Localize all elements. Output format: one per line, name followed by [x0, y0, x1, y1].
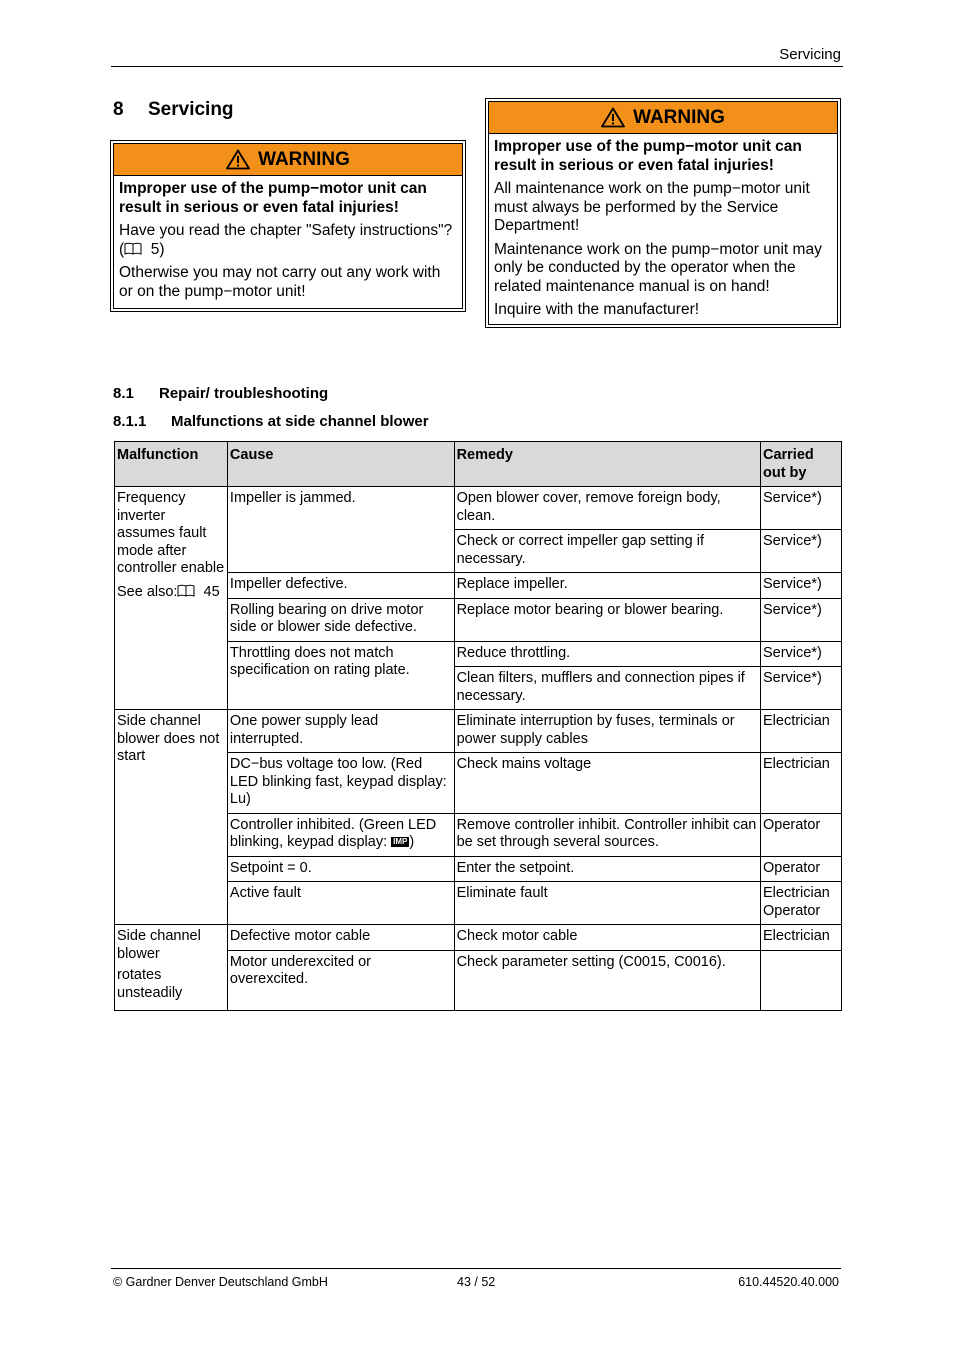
- remedy-cell: Enter the setpoint.: [454, 856, 760, 882]
- warning-bold-text: Improper use of the pump−motor unit can result in serious or even fatal injuries!: [494, 138, 802, 174]
- subsection-heading: [113, 385, 328, 402]
- warning-box-right: [485, 98, 841, 328]
- warning-paragraph: All maintenance work on the pump−motor unit must always be performed by the Service Department!: [494, 180, 810, 234]
- col-header-carried-out-by: Carried out by: [760, 442, 841, 487]
- remedy-cell: Clean filters, mufflers and connection pipes if necessary.: [454, 667, 760, 710]
- table-row: [115, 710, 842, 753]
- warning-paragraph: Maintenance work on the pump−motor unit may only be conducted by the operator when the related maintenance manual is on hand!: [494, 240, 822, 295]
- remedy-cell: Eliminate fault: [454, 882, 760, 925]
- warning-label: WARNING: [633, 106, 725, 128]
- cause-cell: One power supply lead interrupted.: [227, 710, 454, 753]
- remedy-cell: Check parameter setting (C0015, C0016).: [454, 950, 760, 1010]
- book-icon: [177, 584, 195, 597]
- cause-cell: Impeller is jammed.: [227, 487, 454, 573]
- carried-out-by-cell: Service*): [760, 667, 841, 710]
- subsubsection-heading: [113, 413, 429, 430]
- col-header-malfunction: Malfunction: [115, 442, 228, 487]
- warning-header: [114, 144, 462, 176]
- cause-cell: DC−bus voltage too low. (Red LED blinking fast, keypad display: Lu): [227, 753, 454, 814]
- subsection-number: 8.1: [113, 385, 134, 402]
- carried-out-by-cell: Service*): [760, 598, 841, 641]
- table-header-row: [115, 442, 842, 487]
- carried-out-by-cell: Electrician: [760, 753, 841, 814]
- remedy-cell: Open blower cover, remove foreign body, clean.: [454, 487, 760, 530]
- carried-out-by-cell: Service*): [760, 487, 841, 530]
- remedy-cell: Remove controller inhibit. Controller inhibit can be set through several sources.: [454, 813, 760, 856]
- cause-cell: Active fault: [227, 882, 454, 925]
- table-row: [115, 487, 842, 530]
- section-title-text: Servicing: [148, 99, 234, 120]
- remedy-cell: Reduce throttling.: [454, 641, 760, 667]
- footer-rule: [111, 1268, 841, 1269]
- remedy-cell: Check motor cable: [454, 925, 760, 951]
- malfunction-cell: [115, 925, 228, 1011]
- page-ref: 5): [150, 240, 165, 258]
- col-header-cause: Cause: [227, 442, 454, 487]
- see-also-label: See also:: [117, 583, 178, 600]
- carried-out-by-cell: Service*): [760, 530, 841, 573]
- remedy-cell: Check or correct impeller gap setting if necessary.: [454, 530, 760, 573]
- cause-cell: Rolling bearing on drive motor side or blower side defective.: [227, 598, 454, 641]
- header-rule: [111, 66, 843, 67]
- cause-cell: Impeller defective.: [227, 573, 454, 599]
- subsubsection-title: Malfunctions at side channel blower: [171, 413, 429, 430]
- malfunction-text: Frequency inverter assumes fault mode after controller enable: [117, 490, 225, 576]
- imp-display-icon: IMP: [393, 837, 408, 846]
- page-ref: 45: [203, 583, 220, 600]
- col-header-remedy: Remedy: [454, 442, 760, 487]
- cause-text: Controller inhibited. (Green LED blinking, keypad display:: [229, 816, 437, 850]
- carried-out-by-cell: Electrician: [760, 710, 841, 753]
- warning-triangle-icon: [601, 107, 625, 128]
- warning-paragraph: Otherwise you may not carry out any work with or on the pump−motor unit!: [119, 264, 441, 300]
- warning-paragraph-text: Have you read the chapter "Safety instructions"? (: [119, 222, 453, 258]
- remedy-cell: Replace motor bearing or blower bearing.: [454, 598, 760, 641]
- warning-box-left: [110, 140, 466, 312]
- warning-header: [489, 102, 837, 134]
- malfunction-text: Side channel blower: [117, 928, 201, 962]
- cause-text-end: ): [409, 834, 415, 850]
- warning-bold-text: Improper use of the pump−motor unit can result in serious or even fatal injuries!: [119, 180, 427, 216]
- book-icon: [124, 242, 142, 255]
- warning-paragraph: [119, 222, 457, 259]
- cause-cell: [227, 813, 454, 856]
- remedy-cell: Check mains voltage: [454, 753, 760, 814]
- carried-out-by-cell: Operator: [760, 856, 841, 882]
- malfunction-table: [114, 441, 842, 1011]
- carried-out-by-cell: Operator: [760, 813, 841, 856]
- remedy-cell: Eliminate interruption by fuses, terminals or power supply cables: [454, 710, 760, 753]
- cause-cell: Defective motor cable: [227, 925, 454, 951]
- section-number: 8: [113, 99, 124, 120]
- carried-out-by-cell: Electrician Operator: [760, 882, 841, 925]
- warning-triangle-icon: [226, 149, 250, 170]
- cause-cell: Setpoint = 0.: [227, 856, 454, 882]
- malfunction-cell: Side channel blower does not start: [115, 710, 228, 925]
- running-header: Servicing: [779, 46, 841, 63]
- remedy-cell: Replace impeller.: [454, 573, 760, 599]
- subsubsection-number: 8.1.1: [113, 413, 147, 430]
- section-title: [113, 99, 234, 121]
- see-also: [117, 584, 225, 602]
- malfunction-cell: [115, 487, 228, 710]
- cause-cell: Motor underexcited or overexcited.: [227, 950, 454, 1010]
- carried-out-by-cell: Electrician: [760, 925, 841, 951]
- footer-copyright: © Gardner Denver Deutschland GmbH: [113, 1275, 328, 1289]
- carried-out-by-cell: [760, 950, 841, 1010]
- malfunction-text: rotates unsteadily: [117, 967, 183, 1001]
- warning-label: WARNING: [258, 148, 350, 170]
- footer-page-number: 43 / 52: [457, 1275, 496, 1289]
- carried-out-by-cell: Service*): [760, 641, 841, 667]
- subsection-title: Repair/ troubleshooting: [159, 385, 329, 402]
- carried-out-by-cell: Service*): [760, 573, 841, 599]
- footer-doc-number: 610.44520.40.000: [738, 1275, 839, 1289]
- warning-paragraph: Inquire with the manufacturer!: [494, 301, 700, 318]
- table-row: [115, 925, 842, 951]
- cause-cell: Throttling does not match specification on rating plate.: [227, 641, 454, 710]
